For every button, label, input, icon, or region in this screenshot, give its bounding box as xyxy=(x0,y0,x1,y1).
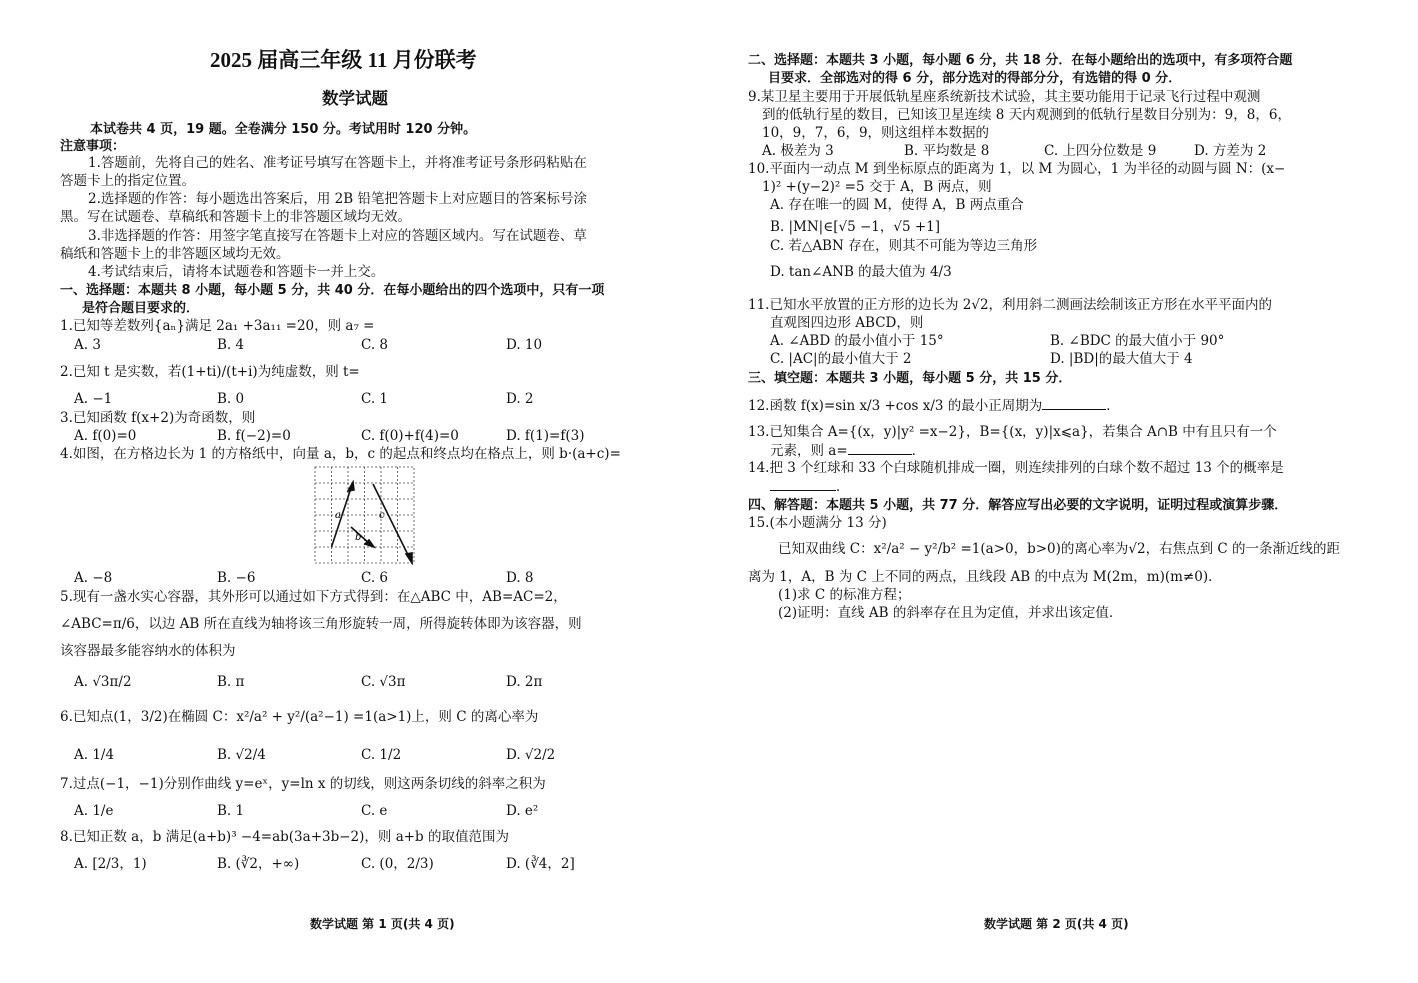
question-2-option-c: C. 1 xyxy=(361,391,389,407)
question-5-option-c: C. √3π xyxy=(361,674,406,690)
question-2-option-b: B. 0 xyxy=(217,391,245,407)
question-7-option-a: A. 1/e xyxy=(74,803,114,819)
question-15-line: 离为 1，A，B 为 C 上不同的两点，且线段 AB 的中点为 M(2m，m)(m≠0)． xyxy=(748,569,1222,585)
notice-header: 注意事项： xyxy=(60,139,126,154)
question-13-text: 元素，则 a= xyxy=(770,443,848,459)
notice-line: 2.选择题的作答：每小题选出答案后，用 2B 铅笔把答题卡上对应题目的答案标号涂 xyxy=(88,191,587,207)
vector-c-arrow xyxy=(373,484,411,561)
question-11-option-d: D. |BD|的最大值大于 4 xyxy=(1050,351,1193,367)
question-8-stem: 8.已知正数 a，b 满足(a+b)³ −4=ab(3a+3b−2)，则 a+b 的取值范围为 xyxy=(60,829,509,845)
question-4-stem: 4.如图，在方格边长为 1 的方格纸中，向量 a，b，c 的起点和终点均在格点上，则 b·(a+c)= xyxy=(60,446,621,462)
exam-intro: 本试卷共 4 页，19 题。全卷满分 150 分。考试用时 120 分钟。 xyxy=(90,122,477,137)
notice-line: 稿纸和答题卡上的非答题区域均无效。 xyxy=(60,246,290,262)
vector-a-label: a xyxy=(335,510,341,521)
question-9-option-a: A. 极差为 3 xyxy=(762,143,834,159)
question-12-stem: 12.函数 f(x)=sin x/3 +cos x/3 的最小正周期为 ． xyxy=(748,398,1120,414)
question-4-option-c: C. 6 xyxy=(361,570,389,586)
question-8-option-a: A. [2/3，1) xyxy=(74,856,147,872)
section-2-header: 二、选择题：本题共 3 小题，每小题 6 分，共 18 分．在每小题给出的选项中，有多项符合题 xyxy=(748,53,1293,68)
section-4-header: 四、解答题：本题共 5 小题，共 77 分．解答应写出必要的文字说明，证明过程或演算步骤． xyxy=(748,498,1288,513)
question-1-option-d: D. 10 xyxy=(506,337,543,353)
question-2-stem: 2.已知 t 是实数，若(1+ti)/(t+i)为纯虚数，则 t= xyxy=(60,364,360,380)
question-10-option-d: D. tan∠ANB 的最大值为 4/3 xyxy=(770,264,952,280)
answer-blank-14-line: ． xyxy=(770,478,850,496)
question-15-part-1: (1)求 C 的标准方程； xyxy=(778,587,911,603)
question-6-option-c: C. 1/2 xyxy=(361,747,402,763)
section-2-header-cont: 目要求．全部选对的得 6 分，部分选对的得部分分，有选错的得 0 分． xyxy=(768,71,1182,86)
question-2-option-d: D. 2 xyxy=(506,391,534,407)
question-9-option-c: C. 上四分位数是 9 xyxy=(1044,143,1157,159)
question-7-option-b: B. 1 xyxy=(217,803,245,819)
question-2-option-a: A. −1 xyxy=(74,391,113,407)
question-8-option-d: D. (∛4，2] xyxy=(506,856,575,872)
question-1-option-c: C. 8 xyxy=(361,337,389,353)
question-5-option-b: B. π xyxy=(217,674,245,690)
question-3-option-a: A. f(0)=0 xyxy=(74,428,137,444)
question-8-option-c: C. (0，2/3) xyxy=(361,856,434,872)
question-6-option-a: A. 1/4 xyxy=(74,747,115,763)
notice-line: 4.考试结束后，请将本试题卷和答题卡一并上交。 xyxy=(88,264,385,280)
question-15-part-2: (2)证明：直线 AB 的斜率存在且为定值，并求出该定值． xyxy=(778,605,1123,621)
question-13-line: 13.已知集合 A={(x，y)|y² =x−2}，B={(x，y)|x⩽a}，若集合 A∩B 中有且只有一个 xyxy=(748,424,1277,440)
question-5-option-d: D. 2π xyxy=(506,674,543,690)
question-4-option-d: D. 8 xyxy=(506,570,534,586)
notice-line: 3.非选择题的作答：用签字笔直接写在答题卡上对应的答题区域内。写在试题卷、草 xyxy=(88,228,587,244)
page-2-footer: 数学试题 第 2 页(共 4 页) xyxy=(984,917,1129,931)
question-4-option-a: A. −8 xyxy=(74,570,113,586)
question-5-line: ∠ABC=π/6，以边 AB 所在直线为轴将该三角形旋转一周，所得旋转体即为该容器，则 xyxy=(60,616,582,632)
exam-title: 2025 届高三年级 11 月份联考 xyxy=(210,48,477,72)
question-7-stem: 7.过点(−1，−1)分别作曲线 y=eˣ，y=ln x 的切线，则这两条切线的斜率之积为 xyxy=(60,776,546,792)
question-11-option-c: C. |AC|的最小值大于 2 xyxy=(770,351,912,367)
question-9-line: 9.某卫星主要用于开展低轨星座系统新技术试验，其主要功能用于记录飞行过程中观测 xyxy=(748,89,1261,105)
question-11-line: 直观图四边形 ABCD，则 xyxy=(770,315,924,331)
vector-grid-figure xyxy=(313,465,417,565)
question-6-stem: 6.已知点(1，3/2)在椭圆 C：x²/a² + y²/(a²−1) =1(a>1)上，则 C 的离心率为 xyxy=(60,709,539,725)
question-15-header: 15.(本小题满分 13 分) xyxy=(748,515,887,531)
question-10-line: 1)² +(y−2)² =5 交于 A，B 两点，则 xyxy=(762,179,992,195)
question-1-stem: 1.已知等差数列{aₙ}满足 2a₁ +3a₁₁ =20，则 a₇ = xyxy=(60,318,375,334)
question-11-option-b: B. ∠BDC 的最大值小于 90° xyxy=(1050,333,1225,349)
question-15-line: 已知双曲线 C：x²/a² − y²/b² =1(a>0，b>0)的离心率为√2，右焦点到 C 的一条渐近线的距 xyxy=(778,541,1341,557)
notice-line: 答题卡上的指定位置。 xyxy=(60,173,195,189)
question-1-option-a: A. 3 xyxy=(74,337,101,353)
question-5-option-a: A. √3π/2 xyxy=(74,674,132,690)
question-1-option-b: B. 4 xyxy=(217,337,245,353)
section-1-header: 一、选择题：本题共 8 小题，每小题 5 分，共 40 分．在每小题给出的四个选项中，只有一项 xyxy=(60,283,605,298)
question-9-line: 到的低轨行星的数目，已知该卫星连续 8 天内观测到的低轨行星数目分别为：9，8，6， xyxy=(762,107,1291,123)
notice-line: 黑。写在试题卷、草稿纸和答题卡上的非答题区域均无效。 xyxy=(60,209,411,225)
question-12-text: 12.函数 f(x)=sin x/3 +cos x/3 的最小正周期为 xyxy=(748,398,1043,414)
question-7-option-d: D. e² xyxy=(506,803,539,819)
question-3-option-d: D. f(1)=f(3) xyxy=(506,428,585,444)
question-10-option-c: C. 若△ABN 存在，则其不可能为等边三角形 xyxy=(770,238,1038,254)
notice-line: 1.答题前，先将自己的姓名、准考证号填写在答题卡上，并将准考证号条形码粘贴在 xyxy=(88,155,587,171)
question-11-option-a: A. ∠ABD 的最小值小于 15° xyxy=(770,333,944,349)
vector-c-label: c xyxy=(379,510,385,521)
answer-blank-12[interactable] xyxy=(1042,397,1106,410)
question-5-line: 该容器最多能容纳水的体积为 xyxy=(60,643,236,659)
question-3-option-b: B. f(−2)=0 xyxy=(217,428,291,444)
question-14-stem: 14.把 3 个红球和 33 个白球随机排成一圈，则连续排列的白球个数不超过 13 个的概率是 xyxy=(748,460,1284,476)
exam-subtitle: 数学试题 xyxy=(322,89,388,108)
question-6-option-d: D. √2/2 xyxy=(506,747,556,763)
question-9-option-b: B. 平均数是 8 xyxy=(904,143,990,159)
question-10-line: 10.平面内一动点 M 到坐标原点的距离为 1，以 M 为圆心，1 为半径的动圆与圆 N：(x− xyxy=(748,161,1286,177)
answer-blank-14[interactable] xyxy=(770,478,836,491)
question-10-option-b: B. |MN|∈[√5 −1，√5 +1] xyxy=(770,219,941,235)
page-1-footer: 数学试题 第 1 页(共 4 页) xyxy=(310,917,455,931)
question-13-line-2: 元素，则 a= ． xyxy=(770,443,926,459)
question-4-option-b: B. −6 xyxy=(217,570,256,586)
question-10-option-a: A. 存在唯一的圆 M，使得 A，B 两点重合 xyxy=(770,197,1024,213)
vector-b-label: b xyxy=(355,532,362,543)
answer-blank-13[interactable] xyxy=(848,442,912,455)
question-6-option-b: B. √2/4 xyxy=(217,747,266,763)
question-9-line: 10，9，7，6，9，则这组样本数据的 xyxy=(762,125,990,141)
question-8-option-b: B. (∛2，+∞) xyxy=(217,856,300,872)
vector-c-head xyxy=(406,553,412,563)
question-3-option-c: C. f(0)+f(4)=0 xyxy=(361,428,459,444)
section-3-header: 三、填空题：本题共 3 小题，每小题 5 分，共 15 分． xyxy=(748,371,1072,386)
question-5-line: 5.现有一盏水实心容器，其外形可以通过如下方式得到：在△ABC 中，AB=AC=2， xyxy=(60,589,567,605)
question-3-stem: 3.已知函数 f(x+2)为奇函数，则 xyxy=(60,410,256,426)
question-11-line: 11.已知水平放置的正方形的边长为 2√2，利用斜二测画法绘制该正方形在水平平面内的 xyxy=(748,297,1273,313)
question-9-option-d: D. 方差为 2 xyxy=(1194,143,1267,159)
section-1-header-cont: 是符合题目要求的． xyxy=(82,301,200,316)
question-7-option-c: C. e xyxy=(361,803,388,819)
